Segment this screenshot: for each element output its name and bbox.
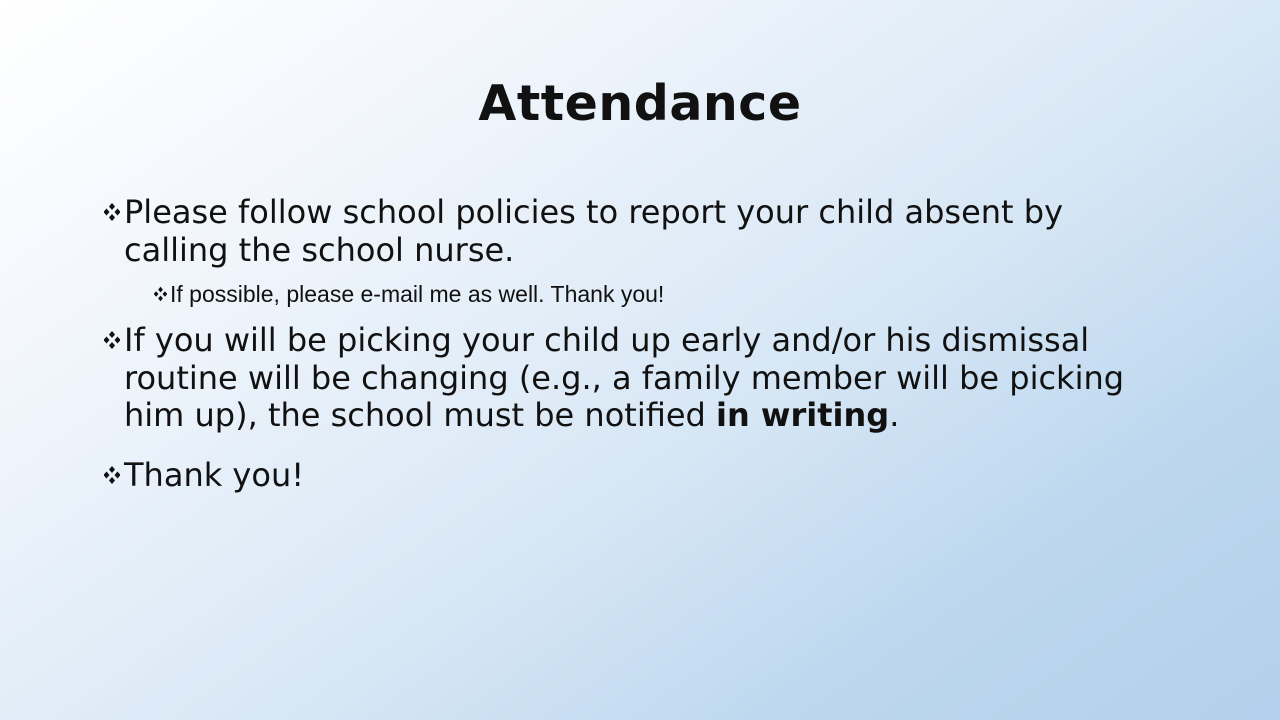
sub-bullet-item xyxy=(154,280,1164,308)
slide-body xyxy=(104,194,1164,494)
bullet-text-emphasis: in writing xyxy=(716,396,890,434)
four-diamond-bullet-icon xyxy=(104,465,120,485)
bullet-item xyxy=(104,322,1164,435)
bullet-text: Thank you! xyxy=(124,455,305,494)
sub-bullet-text: If possible, please e-mail me as well. Thank you! xyxy=(170,281,665,307)
four-diamond-bullet-icon xyxy=(104,202,120,222)
four-diamond-bullet-icon xyxy=(104,330,120,350)
four-diamond-bullet-icon xyxy=(154,286,167,302)
slide-title: Attendance xyxy=(478,75,802,132)
bullet-text-suffix: . xyxy=(889,396,900,434)
bullet-item xyxy=(104,457,1164,495)
bullet-text: Please follow school policies to report your child absent by calling the school nurse. xyxy=(124,193,1064,269)
bullet-text: If you will be picking your child up early and/or his dismissal routine will be changing (e.g., a family member will be picking him up), the school must be notified xyxy=(124,321,1125,434)
bullet-item xyxy=(104,194,1164,269)
